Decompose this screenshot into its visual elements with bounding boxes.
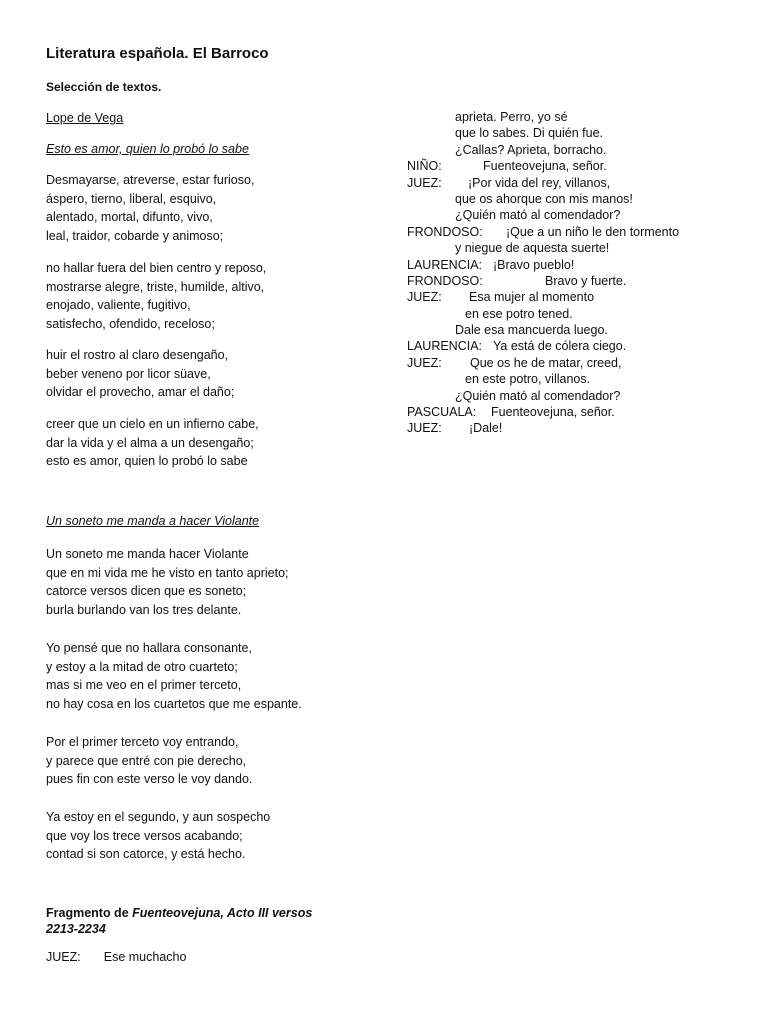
dialogue-text: Esa mujer al momento	[469, 290, 595, 305]
poem1-stanza-2	[46, 259, 266, 333]
verse-line: enojado, valiente, fugitivo,	[46, 298, 191, 313]
poem2-stanza-3	[46, 733, 252, 789]
poem1-stanza-1	[46, 171, 254, 245]
verse-line: creer que un cielo en un infierno cabe,	[46, 417, 259, 431]
verse-line: mas si me veo en el primer terceto,	[46, 678, 242, 693]
dialogue-text: que lo sabes. Di quién fue.	[455, 126, 604, 141]
dialogue-text: Ya está de cólera ciego.	[493, 339, 627, 354]
verse-line: esto es amor, quien lo probó lo sabe	[46, 454, 248, 469]
poem1-stanza-4	[46, 415, 259, 471]
poem2-stanza-4	[46, 808, 270, 864]
verse-line: Un soneto me manda hacer Violante	[46, 547, 249, 561]
dialogue-text: ¿Quién mató al comendador?	[455, 208, 621, 223]
verse-line: contad si son catorce, y está hecho.	[46, 847, 246, 862]
verse-line: beber veneno por licor süave,	[46, 366, 211, 381]
speaker-label: LAURENCIA:	[407, 339, 483, 354]
speaker-label: LAURENCIA:	[407, 257, 483, 272]
poem2-stanza-1	[46, 545, 289, 619]
verse-line: Por el primer terceto voy entrando,	[46, 735, 239, 749]
dialogue-text: que os ahorque con mis manos!	[455, 191, 633, 206]
speaker-label: FRONDOSO:	[407, 224, 483, 239]
dialogue-text: Dale esa mancuerda luego.	[455, 323, 608, 338]
verse-line: pues fin con este verso le voy dando.	[46, 772, 253, 787]
dialogue-text: Que os he de matar, creed,	[470, 355, 622, 370]
verse-line: que en mi vida me he visto en tanto aprieto;	[46, 565, 289, 580]
page-subtitle: Selección de textos.	[46, 80, 162, 94]
fragment-heading	[46, 906, 312, 937]
verse-line: que voy los trece versos acabando;	[46, 828, 243, 843]
verse-line: no hay cosa en los cuartetos que me espante.	[46, 696, 302, 711]
dialogue-text: en este potro, villanos.	[465, 372, 591, 387]
fragment-heading-rest: , Acto III versos	[220, 906, 313, 920]
poem2-title: Un soneto me manda a hacer Violante	[46, 514, 260, 528]
verse-line: satisfecho, ofendido, receloso;	[46, 316, 215, 331]
speaker-label: JUEZ:	[407, 355, 442, 370]
dialogue-text: ¡Por vida del rey, villanos,	[468, 175, 611, 190]
dialogue-text: Ese muchacho	[103, 950, 187, 964]
speaker-label: JUEZ:	[46, 950, 81, 964]
verse-line: y estoy a la mitad de otro cuarteto;	[46, 659, 238, 674]
poem1-title: Esto es amor, quien lo probó lo sabe	[46, 142, 249, 156]
verse-line: no hallar fuera del bien centro y reposo,	[46, 261, 267, 275]
poem2-stanza-2	[46, 639, 302, 713]
page-title: Literatura española. El Barroco	[46, 45, 269, 62]
author-heading: Lope de Vega	[46, 111, 124, 125]
speaker-label: NIÑO:	[407, 159, 442, 174]
verse-line: dar la vida y el alma a un desengaño;	[46, 435, 254, 450]
fragment-heading-verses: 2213-2234	[46, 921, 106, 936]
speaker-label: FRONDOSO:	[407, 273, 483, 288]
dialogue-text: en ese potro tened.	[465, 306, 573, 321]
dialogue-first-line	[46, 950, 186, 964]
verse-line: Desmayarse, atreverse, estar furioso,	[46, 173, 255, 187]
verse-line: catorce versos dicen que es soneto;	[46, 584, 247, 599]
dialogue-text: aprieta. Perro, yo sé	[455, 110, 568, 124]
verse-line: burla burlando van los tres delante.	[46, 602, 242, 617]
dialogue-text: ¡Que a un niño le den tormento	[506, 224, 680, 239]
verse-line: leal, traidor, cobarde y animoso;	[46, 228, 224, 243]
poem1-stanza-3	[46, 346, 234, 402]
dialogue-text: ¿Quién mató al comendador?	[455, 388, 621, 403]
speaker-label: JUEZ:	[407, 175, 442, 190]
dialogue-text: Fuenteovejuna, señor.	[483, 159, 607, 174]
fragment-heading-prefix: Fragmento de	[46, 906, 133, 920]
verse-line: huir el rostro al claro desengaño,	[46, 348, 229, 362]
verse-line: áspero, tierno, liberal, esquivo,	[46, 191, 217, 206]
dialogue-text: ¡Bravo pueblo!	[493, 257, 575, 272]
dialogue-text: Bravo y fuerte.	[545, 273, 627, 288]
speaker-label: JUEZ:	[407, 421, 442, 436]
dialogue-text: ¿Callas? Aprieta, borracho.	[455, 142, 607, 157]
speaker-label: JUEZ:	[407, 290, 442, 305]
verse-line: Ya estoy en el segundo, y aun sospecho	[46, 810, 271, 824]
dialogue-text: Fuenteovejuna, señor.	[491, 405, 615, 420]
dialogue-text: y niegue de aquesta suerte!	[455, 241, 610, 256]
verse-line: olvidar el provecho, amar el daño;	[46, 385, 235, 400]
dialogue-text: ¡Dale!	[469, 421, 503, 436]
verse-line: y parece que entré con pie derecho,	[46, 753, 247, 768]
verse-line: mostrarse alegre, triste, humilde, altivo,	[46, 279, 265, 294]
fragment-heading-work: Fuenteovejuna	[132, 906, 221, 920]
verse-line: alentado, mortal, difunto, vivo,	[46, 210, 213, 225]
verse-line: Yo pensé que no hallara consonante,	[46, 641, 252, 655]
speaker-label: PASCUALA:	[407, 405, 477, 420]
